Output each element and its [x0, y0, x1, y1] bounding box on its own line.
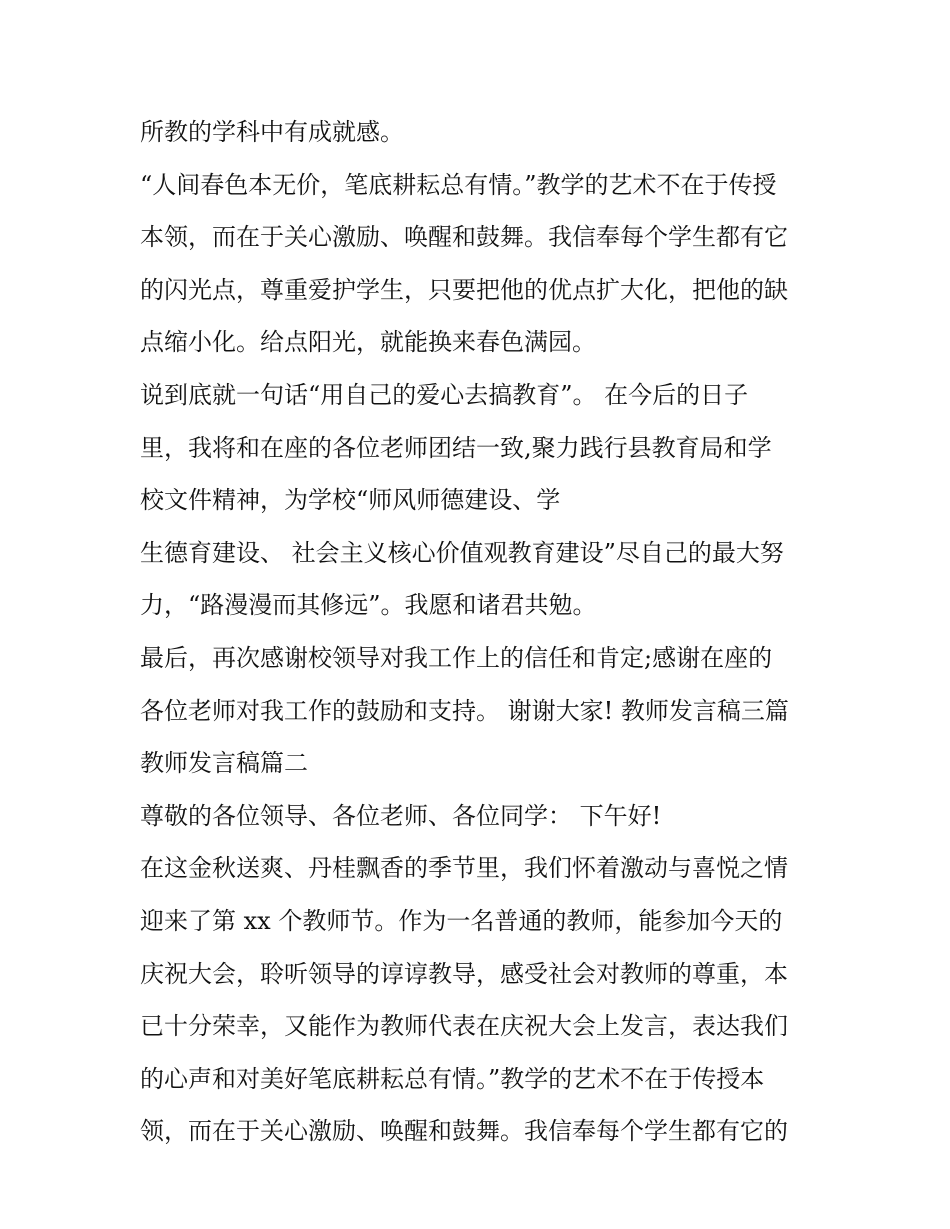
text-line-18: 已十分荣幸，又能作为教师代表在庆祝大会上发言，表达我们 — [140, 1012, 788, 1041]
text-line-9: 生德育建设、 社会主义核心价值观教育建设”尽自己的最大努 — [140, 538, 784, 567]
text-line-4: 的闪光点，尊重爱护学生，只要把他的优点扩大化，把他的缺 — [140, 275, 788, 304]
text-line-2: “人间春色本无价，笔底耕耘总有情。”教学的艺术不在于传授 — [140, 170, 777, 199]
text-line-3: 本领，而在于关心激励、唤醒和鼓舞。我信奉每个学生都有它 — [140, 223, 788, 252]
text-line-17: 庆祝大会，聆听领导的谆谆教导，感受社会对教师的尊重，本 — [140, 959, 788, 988]
section-heading: 教师发言稿篇二 — [140, 749, 308, 778]
text-line-12: 各位老师对我工作的鼓励和支持。 谢谢大家! 教师发言稿三篇 — [140, 696, 789, 725]
text-line-1: 所教的学科中有成就感。 — [140, 118, 404, 146]
text-line-5: 点缩小化。给点阳光，就能换来春色满园。 — [140, 328, 596, 357]
salutation: 尊敬的各位领导、各位老师、各位同学： 下午好! — [140, 801, 662, 830]
text-line-15: 在这金秋送爽、丹桂飘香的季节里，我们怀着激动与喜悦之情 — [140, 854, 788, 883]
text-line-6: 说到底就一句话“用自己的爱心去搞教育”。 在今后的日子 — [140, 380, 749, 409]
text-line-7: 里，我将和在座的各位老师团结一致,聚力践行县教育局和学 — [140, 433, 772, 462]
text-line-16: 迎来了第 xx 个教师节。作为一名普通的教师，能参加今天的 — [140, 906, 783, 935]
text-line-8: 校文件精神，为学校“师风师德建设、学 — [140, 486, 561, 515]
body-text — [140, 106, 830, 1158]
text-line-11: 最后，再次感谢校领导对我工作上的信任和肯定;感谢在座的 — [140, 643, 773, 672]
text-line-19: 的心声和对美好笔底耕耘总有情。”教学的艺术不在于传授本 — [140, 1064, 765, 1093]
text-line-20: 领，而在于关心激励、唤醒和鼓舞。我信奉每个学生都有它的 — [140, 1117, 788, 1146]
text-line-10: 力，“路漫漫而其修远”。我愿和诸君共勉。 — [140, 591, 597, 620]
